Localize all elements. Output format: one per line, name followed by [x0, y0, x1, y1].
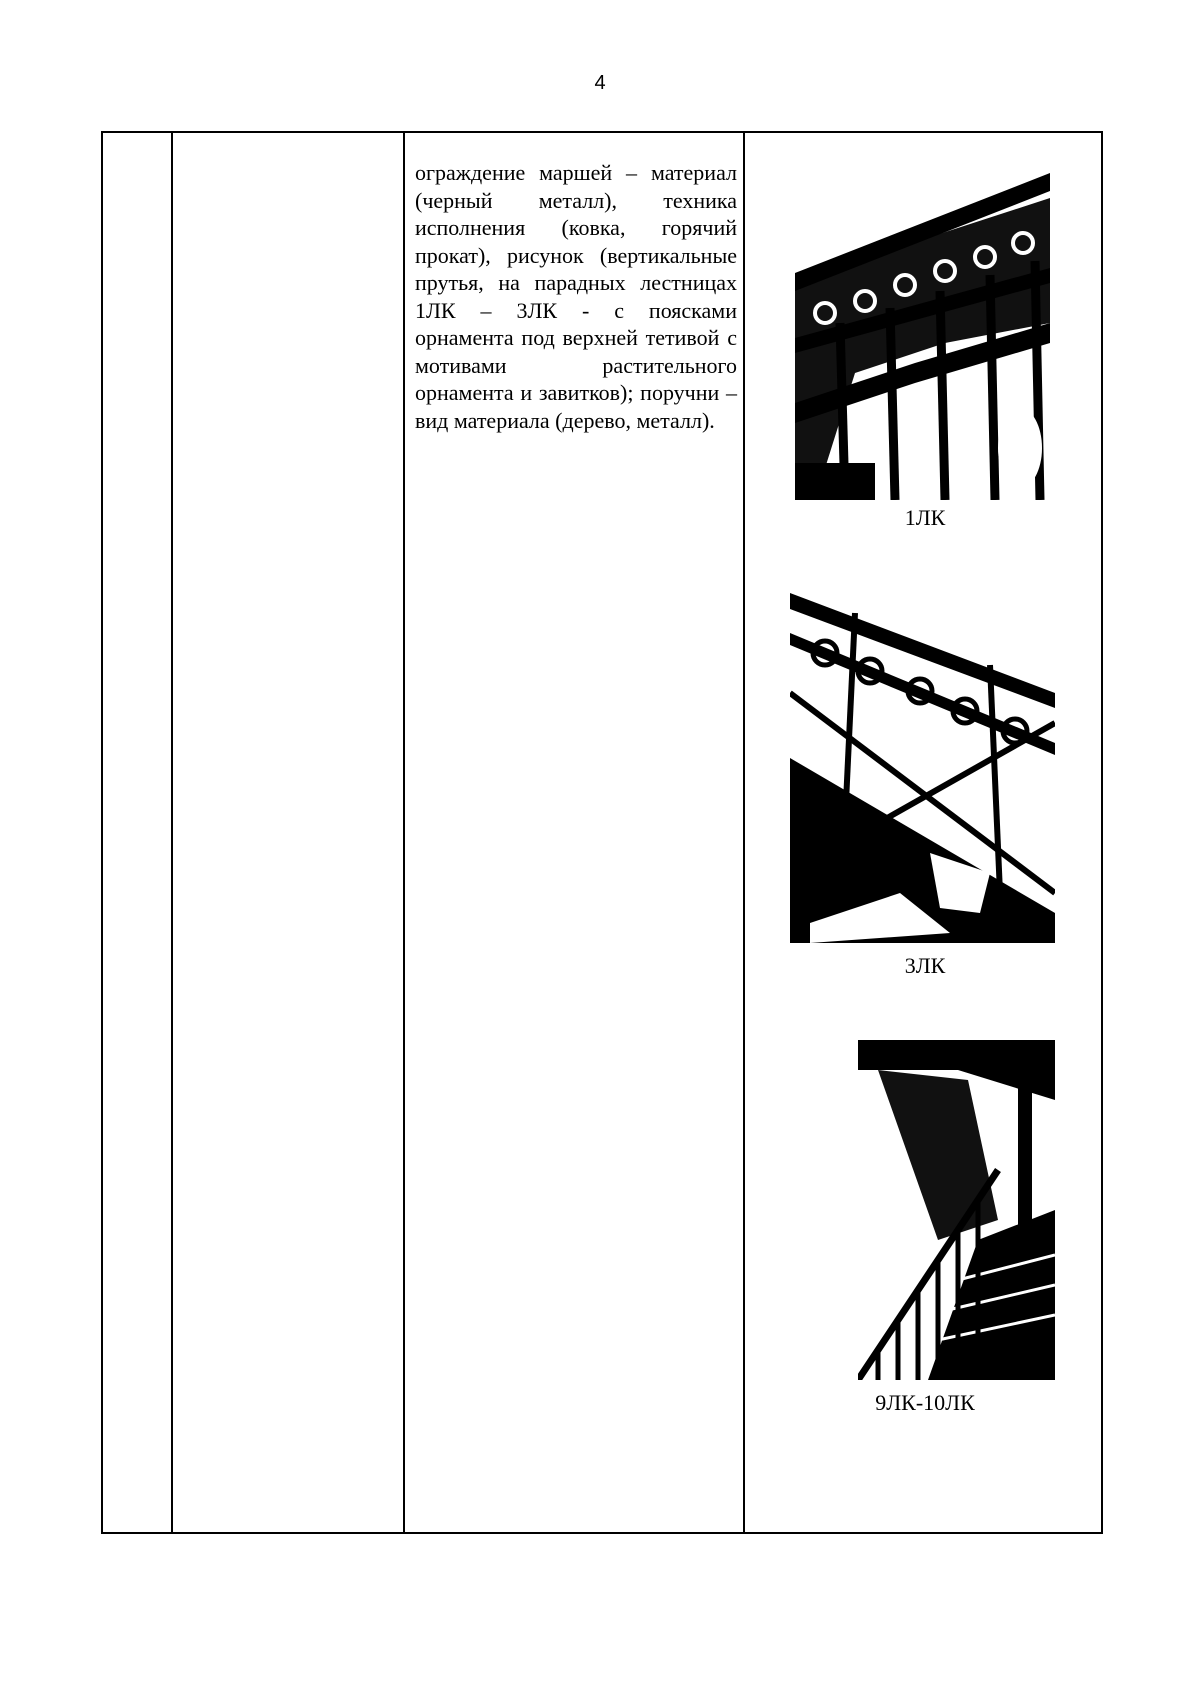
- page-number: 4: [594, 72, 606, 94]
- photo-3lk: [790, 593, 1055, 943]
- photo-9lk-10lk: [858, 1040, 1055, 1380]
- caption-3lk: 3ЛК: [904, 953, 946, 978]
- column-divider-1: [171, 133, 173, 1532]
- stair-railing-image: [858, 1040, 1055, 1380]
- railing-description: ограждение маршей – материал (черный металл), техника исполнения (ковка, горячий прокат), рисунок (вертикальные прутья, на парадных лестницах 1ЛК – 3ЛК - с поясками орнамента под верхней тетивой с мотивами растительного орнамента и завитков); поручни – вид материала (дерево, металл).: [415, 160, 737, 433]
- stair-railing-image: [790, 593, 1055, 943]
- column-divider-3: [743, 133, 745, 1532]
- column-divider-2: [403, 133, 405, 1532]
- caption-9lk-10lk: 9ЛК-10ЛК: [875, 1390, 975, 1415]
- caption-1lk: 1ЛК: [904, 505, 946, 530]
- photo-1lk: [795, 173, 1050, 500]
- stair-railing-image: [795, 173, 1050, 500]
